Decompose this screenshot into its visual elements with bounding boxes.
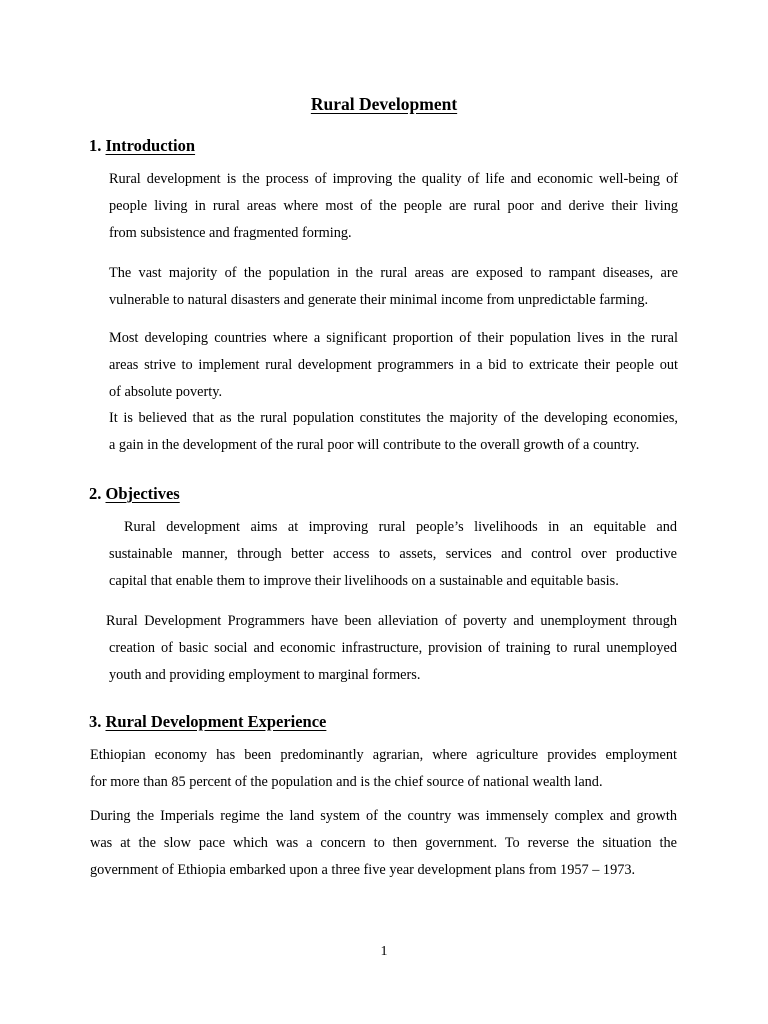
section-heading-objectives	[89, 484, 180, 504]
section-heading-introduction	[89, 136, 195, 156]
text-line: a gain in the development of the rural poor will contribute to the overall growth of a country.	[109, 437, 640, 453]
paragraph-continued	[109, 541, 677, 595]
text-line: The vast majority of the population in the rural areas are exposed to rampant diseases, are	[109, 265, 678, 281]
text-line: for more than 85 percent of the population and is the chief source of national wealth land.	[90, 774, 603, 790]
paragraph	[106, 608, 677, 635]
paragraph	[109, 405, 678, 459]
text-line: from subsistence and fragmented forming.	[109, 225, 352, 241]
text-line: sustainable manner, through better access to assets, services and control over productive	[109, 546, 677, 562]
text-line: youth and providing employment to marginal formers.	[109, 667, 421, 683]
text-line: Rural Development Programmers have been alleviation of poverty and unemployment through	[106, 613, 677, 629]
text-line: It is believed that as the rural population constitutes the majority of the developing economies,	[109, 410, 678, 426]
text-line: creation of basic social and economic infrastructure, provision of training to rural unemployed	[109, 640, 677, 656]
section-number: 1.	[89, 136, 102, 155]
page-number: 1	[380, 944, 388, 959]
text-line: Rural development is the process of improving the quality of life and economic well-being of	[109, 171, 678, 187]
paragraph	[90, 742, 677, 796]
section-title: Objectives	[105, 484, 180, 503]
text-line: Ethiopian economy has been predominantly agrarian, where agriculture provides employment	[90, 747, 677, 763]
section-title: Introduction	[105, 136, 196, 155]
text-line: Most developing countries where a significant proportion of their population lives in the rural	[109, 330, 678, 346]
paragraph	[109, 260, 678, 314]
section-number: 2.	[89, 484, 102, 503]
section-heading-rural-development-experience	[89, 712, 326, 732]
text-line: areas strive to implement rural development programmers in a bid to extricate their people out	[109, 357, 678, 373]
text-line: vulnerable to natural disasters and generate their minimal income from unpredictable farming.	[109, 292, 649, 308]
text-line: was at the slow pace which was a concern to then government. To reverse the situation the	[90, 835, 677, 851]
paragraph	[124, 514, 677, 541]
paragraph	[109, 325, 678, 406]
section-number: 3.	[89, 712, 102, 731]
paragraph-continued	[109, 635, 677, 689]
section-title: Rural Development Experience	[105, 712, 327, 731]
text-line: government of Ethiopia embarked upon a three five year development plans from 1957 – 1973.	[90, 862, 636, 878]
document-title: Rural Development	[310, 94, 458, 114]
text-line: of absolute poverty.	[109, 384, 223, 400]
text-line: people living in rural areas where most of the people are rural poor and derive their living	[109, 198, 678, 214]
text-line: During the Imperials regime the land system of the country was immensely complex and growth	[90, 808, 677, 824]
paragraph	[109, 166, 678, 247]
paragraph	[90, 803, 677, 884]
text-line: Rural development aims at improving rural people’s livelihoods in an equitable and	[124, 519, 677, 535]
text-line: capital that enable them to improve their livelihoods on a sustainable and equitable basis.	[109, 573, 619, 589]
